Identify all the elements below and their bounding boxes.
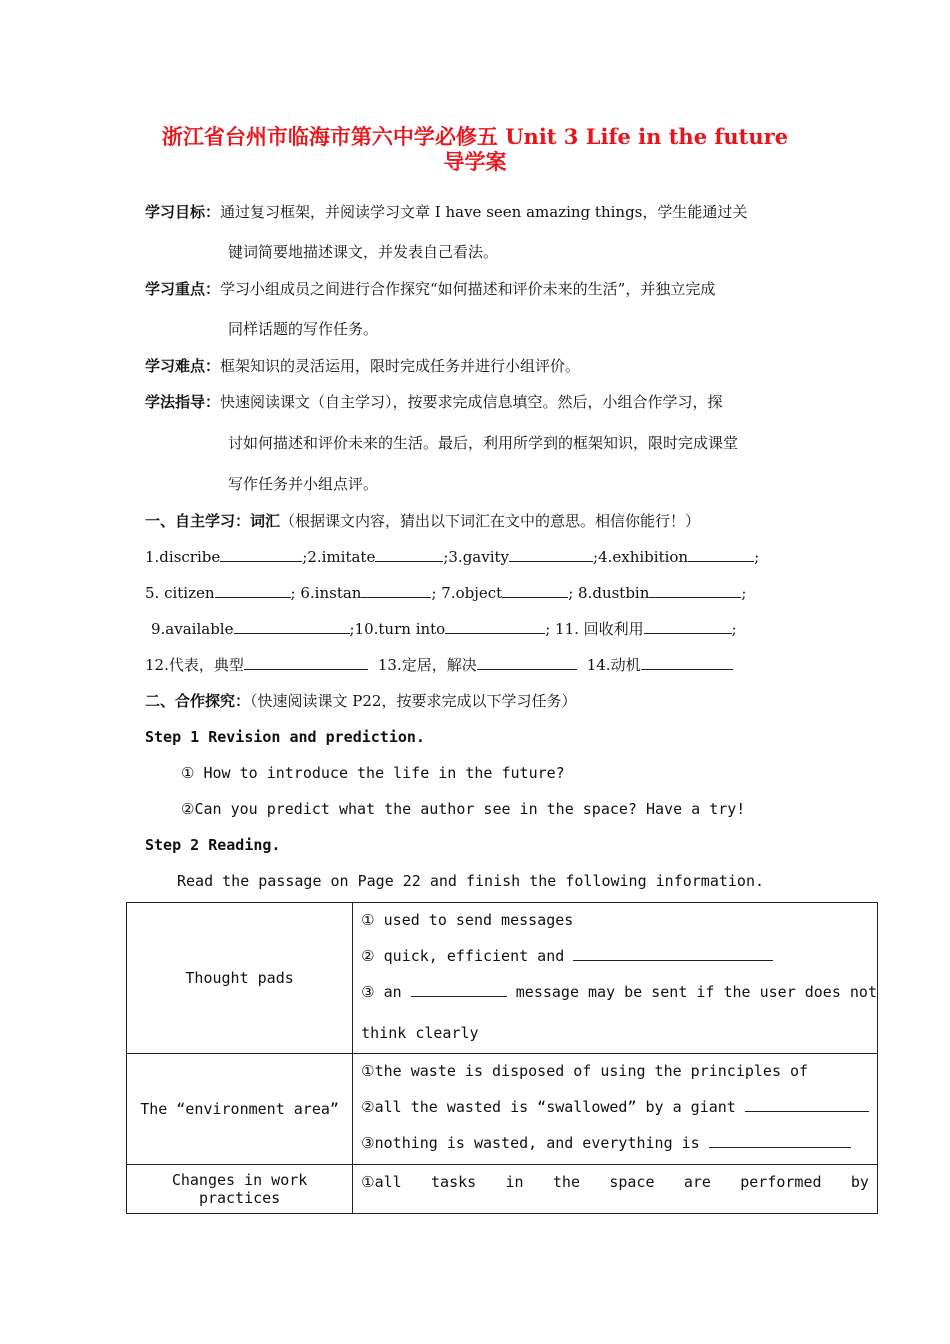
step1-heading: Step 1 Revision and prediction.: [145, 728, 425, 746]
vocab-7: ; 7.object: [431, 584, 503, 602]
environment-line-3-text: ③nothing is wasted, and everything is: [361, 1134, 700, 1152]
objectives-text-1: 通过复习框架，并阅读学习文章 I have seen amazing things，学生能通过关: [220, 203, 748, 221]
vocab-row-1: [145, 547, 759, 567]
document-title-line1: 浙江省台州市临海市第六中学必修五 Unit 3 Life in the future: [161, 124, 789, 149]
vocab-1: 1.discribe: [145, 548, 221, 566]
document-title-line2: 导学案: [443, 149, 507, 174]
step2-heading: Step 2 Reading.: [145, 836, 281, 854]
environment-line-1: ①the waste is disposed of using the principles of: [361, 1062, 809, 1080]
vocab-11: ; 11. 回收利用: [545, 620, 644, 638]
reading-info-table: [126, 902, 878, 1214]
objectives-label: 学习目标：: [145, 203, 221, 221]
work-word: performed: [740, 1173, 822, 1191]
table-row: [127, 1054, 878, 1165]
step1-question-1: ① How to introduce the life in the future?: [181, 764, 565, 782]
vocab-row-3: [151, 619, 737, 639]
objectives: [145, 202, 747, 222]
vocab-row-4: [145, 655, 733, 675]
section1-note: （根据课文内容，猜出以下词汇在文中的意思。相信你能行！）: [280, 512, 701, 530]
vocab-7-blank[interactable]: [502, 583, 568, 598]
step2-instruction: Read the passage on Page 22 and finish the following information.: [177, 872, 764, 890]
vocab-4-semicolon: ;: [754, 548, 760, 566]
work-practices-line-1: [353, 1167, 877, 1203]
vocab-14: 14.动机: [586, 656, 641, 674]
vocab-10: ;10.turn into: [349, 620, 446, 638]
section1-label: 一、自主学习：词汇: [145, 512, 281, 530]
vocab-13: 13.定居，解决: [377, 656, 477, 674]
difficulty-label: 学习难点：: [145, 357, 221, 375]
step1-question-2: ②Can you predict what the author see in the space? Have a try!: [181, 800, 746, 818]
vocab-3: ;3.gavity: [443, 548, 510, 566]
vocab-8-semicolon: ;: [741, 584, 747, 602]
vocab-row-2: [145, 583, 746, 603]
environment-blank-2[interactable]: [709, 1133, 851, 1148]
thought-pads-content: [353, 903, 878, 1054]
work-word: the: [552, 1173, 580, 1191]
vocab-9-blank[interactable]: [234, 619, 350, 634]
section2-label: 二、合作探究：: [145, 692, 251, 710]
vocab-8-blank[interactable]: [649, 583, 741, 598]
vocab-10-blank[interactable]: [445, 619, 545, 634]
difficulty: [145, 356, 580, 376]
vocab-3-blank[interactable]: [509, 547, 593, 562]
environment-area-content: [353, 1054, 878, 1165]
focus-text-1: 学习小组成员之间进行合作探究“如何描述和评价未来的生活”，并独立完成: [220, 280, 716, 298]
work-word: are: [683, 1173, 711, 1191]
vocab-4: ;4.exhibition: [593, 548, 689, 566]
vocab-8: ; 8.dustbin: [568, 584, 650, 602]
environment-line-2: [353, 1092, 877, 1128]
vocab-2: ;2.imitate: [302, 548, 376, 566]
vocab-11-blank[interactable]: [644, 619, 732, 634]
thought-pads-line-3b: message may be sent if the user does not: [515, 983, 877, 1001]
method-text-3: 写作任务并小组点评。: [228, 475, 379, 493]
work-word: space: [609, 1173, 655, 1191]
vocab-12-blank[interactable]: [244, 655, 368, 670]
method-label: 学法指导：: [145, 393, 221, 411]
vocab-9: 9.available: [151, 620, 234, 638]
work-practices-content: [353, 1165, 878, 1214]
thought-pads-label: Thought pads: [127, 903, 353, 1054]
vocab-14-blank[interactable]: [641, 655, 733, 670]
vocab-6: ; 6.instan: [290, 584, 362, 602]
work-word: by: [850, 1173, 869, 1191]
vocab-5: 5. citizen: [145, 584, 215, 602]
thought-pads-line-2-text: ② quick, efficient and: [361, 947, 565, 965]
thought-pads-line-1: ① used to send messages: [361, 911, 574, 929]
thought-pads-blank-1[interactable]: [573, 946, 773, 961]
vocab-11-semicolon: ;: [731, 620, 737, 638]
environment-line-3: [353, 1128, 877, 1164]
thought-pads-line-3: [353, 977, 877, 1013]
environment-area-label: The “environment area”: [127, 1054, 353, 1165]
vocab-6-blank[interactable]: [361, 583, 431, 598]
vocab-4-blank[interactable]: [688, 547, 754, 562]
thought-pads-blank-2[interactable]: [411, 982, 507, 997]
vocab-2-blank[interactable]: [375, 547, 443, 562]
thought-pads-line-2: [353, 941, 877, 977]
vocab-1-blank[interactable]: [220, 547, 302, 562]
method-text-1: 快速阅读课文（自主学习），按要求完成信息填空。然后，小组合作学习，探: [220, 393, 723, 411]
work-word: tasks: [431, 1173, 477, 1191]
vocab-12: 12.代表，典型: [145, 656, 244, 674]
work-word: ①all: [361, 1173, 402, 1191]
thought-pads-line-4: think clearly: [361, 1024, 479, 1042]
work-practices-label: Changes in work practices: [127, 1165, 353, 1214]
vocab-13-blank[interactable]: [477, 655, 577, 670]
focus-text-2: 同样话题的写作任务。: [228, 320, 379, 338]
objectives-text-2: 键词简要地描述课文，并发表自己看法。: [228, 243, 499, 261]
method: [145, 392, 723, 412]
table-row: [127, 903, 878, 1054]
section2-heading: [145, 691, 576, 711]
method-text-2: 讨如何描述和评价未来的生活。最后，利用所学到的框架知识，限时完成课堂: [228, 434, 739, 452]
environment-blank-1[interactable]: [745, 1097, 869, 1112]
section1-heading: [145, 511, 700, 531]
difficulty-text-1: 框架知识的灵活运用，限时完成任务并进行小组评价。: [220, 357, 581, 375]
table-row: [127, 1165, 878, 1214]
focus-label: 学习重点：: [145, 280, 221, 298]
vocab-5-blank[interactable]: [215, 583, 291, 598]
focus: [145, 279, 715, 299]
section2-note: （快速阅读课文 P22，按要求完成以下学习任务）: [250, 692, 577, 710]
work-word: in: [505, 1173, 524, 1191]
thought-pads-line-3a: ③ an: [361, 983, 402, 1001]
environment-line-2-text: ②all the wasted is “swallowed” by a giant: [361, 1098, 736, 1116]
